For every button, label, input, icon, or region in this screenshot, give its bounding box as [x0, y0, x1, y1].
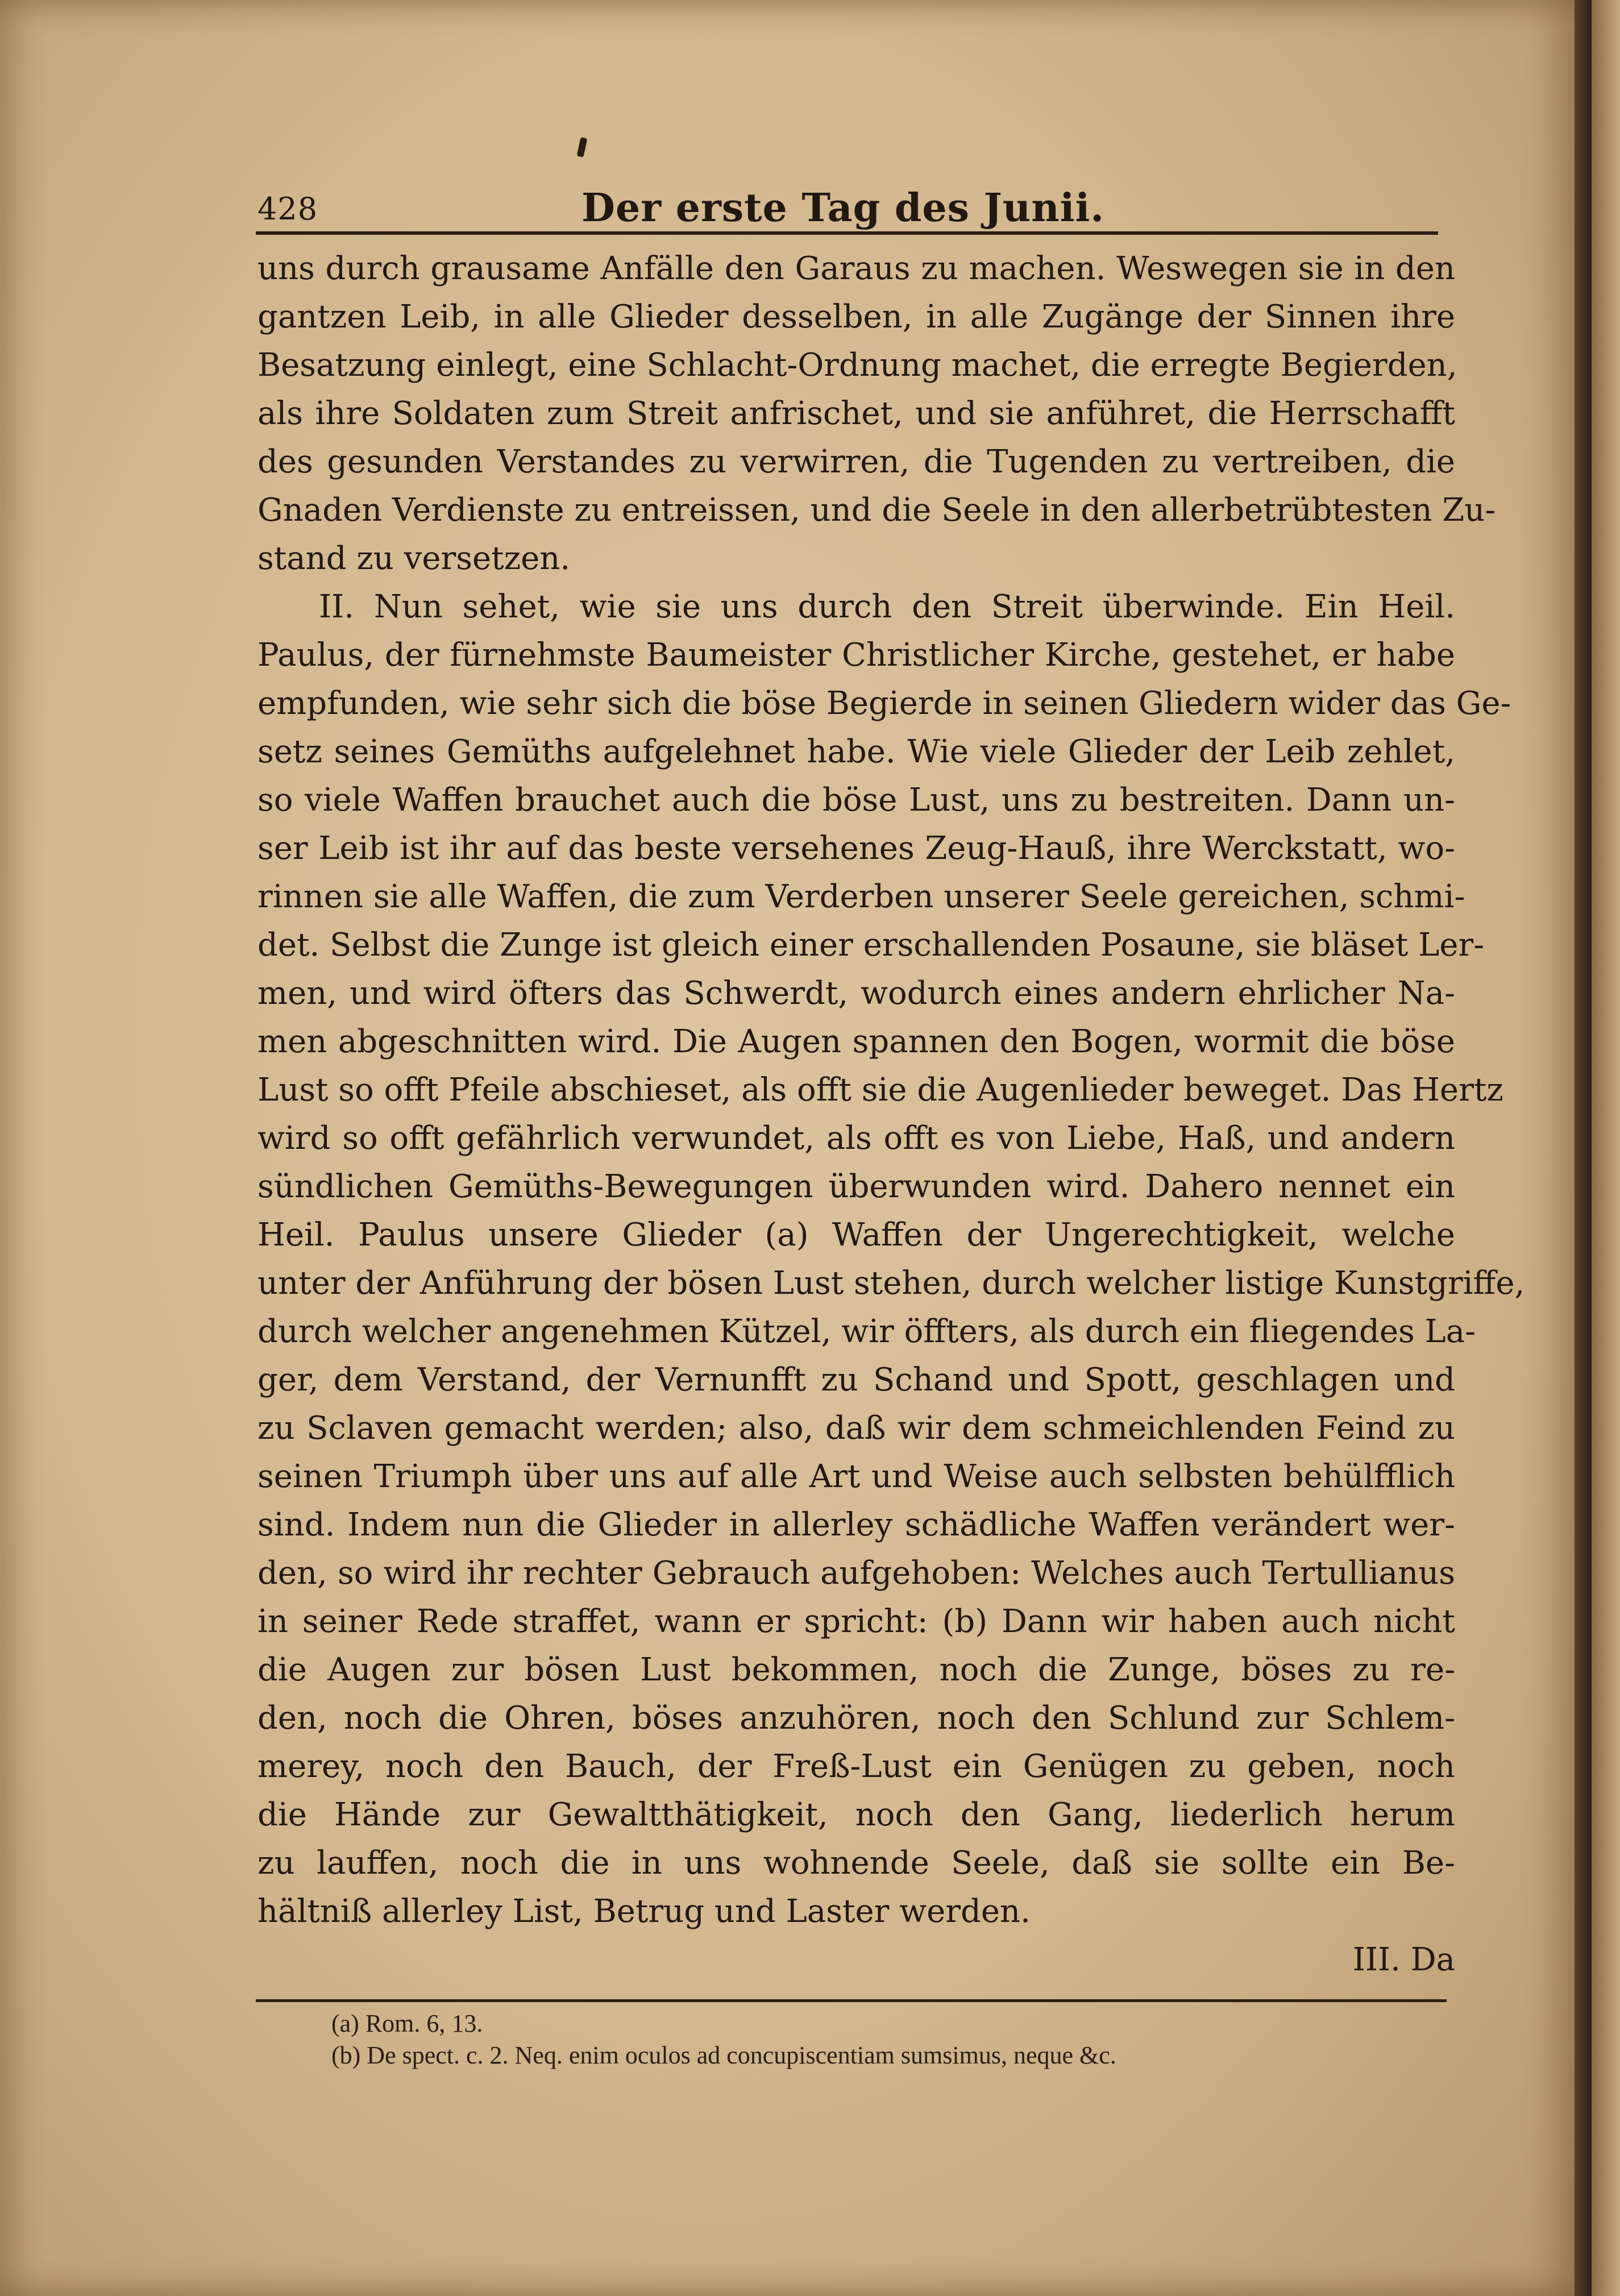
text-line: zu lauffen, noch die in uns wohnende Seele, daß sie sollte ein Be-	[257, 1845, 1455, 1882]
text-line: den, noch die Ohren, böses anzuhören, noch den Schlund zur Schlem-	[257, 1700, 1455, 1737]
text-line: des gesunden Verstandes zu verwirren, die Tugenden zu vertreiben, die	[257, 443, 1455, 480]
text-line: sind. Indem nun die Glieder in allerley schädliche Waffen verändert wer-	[257, 1506, 1455, 1543]
text-line: Heil. Paulus unsere Glieder (a) Waffen der Ungerechtigkeit, welche	[257, 1216, 1455, 1253]
text-line: so viele Waffen brauchet auch die böse Lust, uns zu bestreiten. Dann un-	[257, 782, 1455, 819]
text-line: gantzen Leib, in alle Glieder desselben, in alle Zugänge der Sinnen ihre	[257, 298, 1455, 335]
text-line: merey, noch den Bauch, der Freß-Lust ein Genügen zu geben, noch	[257, 1748, 1455, 1785]
text-line: hältniß allerley List, Betrug und Laster werden.	[257, 1893, 1031, 1930]
text-line: det. Selbst die Zunge ist gleich einer erschallenden Posaune, sie bläset Ler-	[257, 927, 1485, 964]
text-line: die Augen zur bösen Lust bekommen, noch die Zunge, böses zu re-	[257, 1651, 1455, 1688]
footnote-b: (b) De spect. c. 2. Neq. enim oculos ad concupiscentiam sumsimus, neque &c.	[331, 2041, 1116, 2069]
catchword: III. Da	[1352, 1941, 1455, 1978]
ink-mark	[577, 137, 588, 157]
text-line: empfunden, wie sehr sich die böse Begierde in seinen Gliedern wider das Ge-	[257, 685, 1511, 722]
text-line: Lust so offt Pfeile abschieset, als offt sie die Augenlieder beweget. Das Hertz	[257, 1072, 1503, 1108]
text-line: durch welcher angenehmen Kützel, wir öffters, als durch ein fliegendes La-	[257, 1313, 1476, 1350]
text-line: setz seines Gemüths aufgelehnet habe. Wie viele Glieder der Leib zehlet,	[257, 733, 1455, 770]
text-line: II. Nun sehet, wie sie uns durch den Streit überwinde. Ein Heil.	[319, 588, 1455, 625]
page-header	[257, 181, 1438, 232]
text-line: in seiner Rede straffet, wann er spricht: (b) Dann wir haben auch nicht	[257, 1603, 1455, 1640]
text-line: den, so wird ihr rechter Gebrauch aufgehoben: Welches auch Tertullianus	[257, 1555, 1455, 1592]
text-line: sündlichen Gemüths-Bewegungen überwunden wird. Dahero nennet ein	[257, 1168, 1455, 1205]
page-number: 428	[257, 191, 318, 227]
facing-page-edge	[1592, 0, 1620, 2296]
running-title: Der erste Tag des Junii.	[581, 185, 1104, 231]
footnote-rule	[256, 1999, 1447, 2002]
text-line: rinnen sie alle Waffen, die zum Verderben unserer Seele gereichen, schmi-	[257, 878, 1465, 915]
text-line: stand zu versetzen.	[257, 540, 571, 577]
text-line: unter der Anführung der bösen Lust stehen, durch welcher listige Kunstgriffe,	[257, 1265, 1525, 1302]
text-line: uns durch grausame Anfälle den Garaus zu machen. Weswegen sie in den	[257, 250, 1455, 287]
header-rule	[256, 231, 1438, 235]
text-line: die Hände zur Gewaltthätigkeit, noch den Gang, liederlich herum	[257, 1796, 1455, 1833]
text-line: ger, dem Verstand, der Vernunfft zu Schand und Spott, geschlagen und	[257, 1361, 1455, 1398]
text-line: ser Leib ist ihr auf das beste versehenes Zeug-Hauß, ihre Werckstatt, wo-	[257, 830, 1455, 867]
footnotes	[331, 2008, 1411, 2071]
text-line: wird so offt gefährlich verwundet, als offt es von Liebe, Haß, und andern	[257, 1120, 1455, 1157]
text-line: zu Sclaven gemacht werden; also, daß wir dem schmeichlenden Feind zu	[257, 1410, 1455, 1447]
text-line: Besatzung einlegt, eine Schlacht-Ordnung machet, die erregte Begierden,	[257, 347, 1457, 384]
text-line: men abgeschnitten wird. Die Augen spannen den Bogen, wormit die böse	[257, 1023, 1455, 1060]
text-line: Paulus, der fürnehmste Baumeister Christlicher Kirche, gestehet, er habe	[257, 637, 1455, 674]
text-line: seinen Triumph über uns auf alle Art und Weise auch selbsten behülfflich	[257, 1458, 1455, 1495]
body-text	[257, 244, 1525, 1984]
footnote-a: (a) Rom. 6, 13.	[331, 2009, 483, 2037]
text-line: men, und wird öfters das Schwerdt, wodurch eines andern ehrlicher Na-	[257, 975, 1455, 1012]
text-line: als ihre Soldaten zum Streit anfrischet, und sie anführet, die Herrschafft	[257, 395, 1455, 432]
text-line: Gnaden Verdienste zu entreissen, und die Seele in den allerbetrübtesten Zu-	[257, 492, 1496, 529]
